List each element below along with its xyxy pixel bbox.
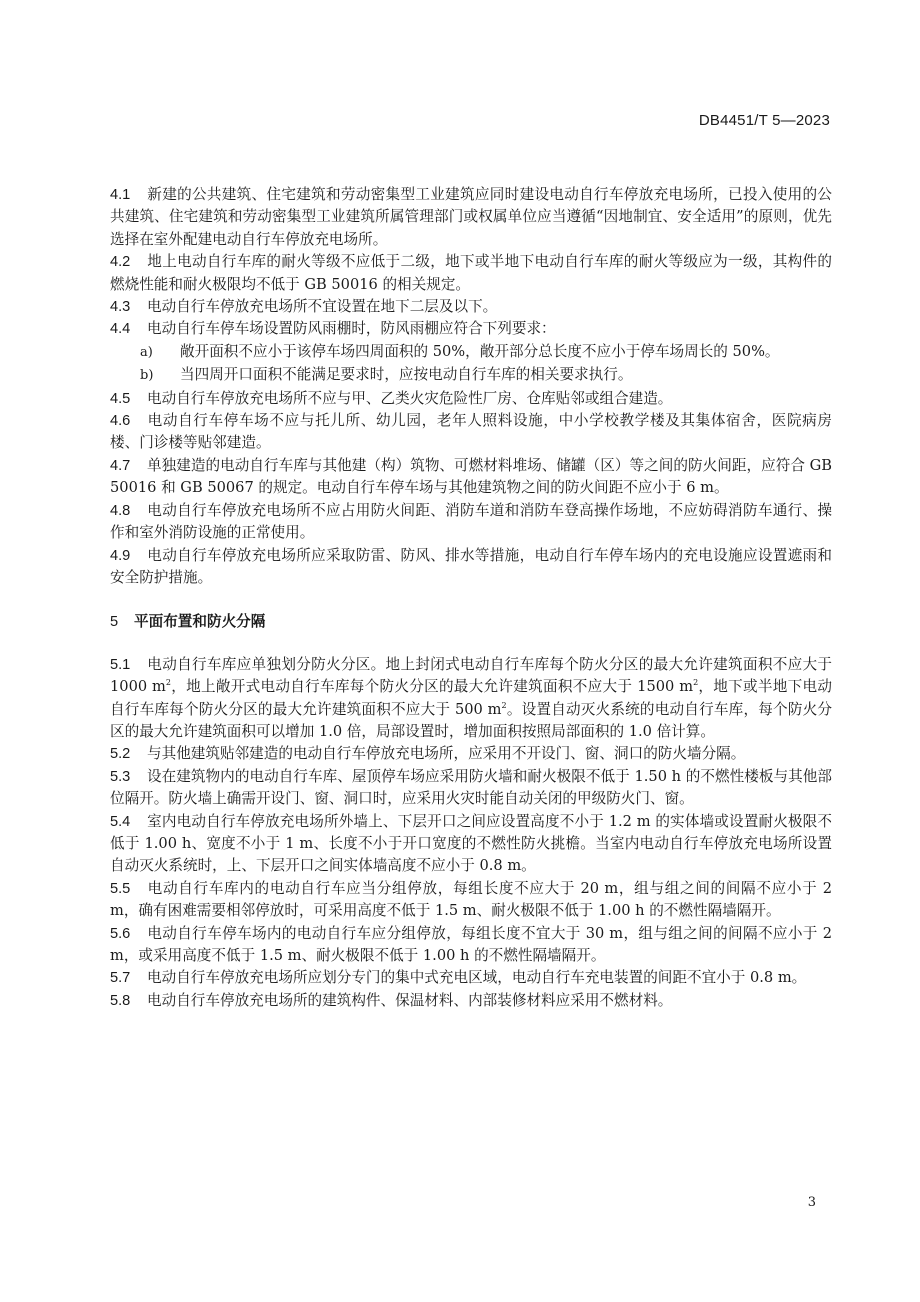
clause-5-5 — [110, 878, 832, 923]
clause-number: 4.6 — [110, 413, 131, 430]
clause-text: 电动自行车停放充电场所的建筑构件、保温材料、内部装修材料应采用不燃材料。 — [147, 991, 673, 1009]
clause-text: 与其他建筑贴邻建造的电动自行车停放充电场所，应采用不开设门、窗、洞口的防火墙分隔。 — [147, 745, 746, 763]
clause-5-7 — [110, 967, 832, 989]
clause-4-4-item-b — [110, 364, 832, 387]
item-label: b) — [140, 368, 154, 384]
clause-4-8 — [110, 500, 832, 545]
document-code: DB4451/T 5—2023 — [698, 112, 830, 129]
clause-number: 4.4 — [110, 321, 131, 338]
clause-text: 电动自行车停车场不应与托儿所、幼儿园，老年人照料设施，中小学校教学楼及其集体宿舍，医院病房楼、门诊楼等贴邻建造。 — [110, 412, 832, 452]
item-text: 敞开面积不应小于该停车场四周面积的 50%，敞开部分总长度不应小于停车场周长的 50%。 — [180, 342, 780, 360]
clause-text: 电动自行车停放充电场所不应与甲、乙类火灾危险性厂房、仓库贴邻或组合建造。 — [147, 389, 673, 407]
clause-4-4-item-a — [110, 341, 832, 364]
clause-text: 电动自行车停放充电场所应采取防雷、防风、排水等措施，电动自行车停车场内的充电设施应设置遮雨和安全防护措施。 — [110, 546, 832, 586]
clause-number: 4.2 — [110, 254, 131, 271]
superscript-2: 2 — [693, 678, 699, 688]
clause-number: 4.1 — [110, 187, 131, 203]
clause-4-4 — [110, 318, 832, 340]
clause-text: 新建的公共建筑、住宅建筑和劳动密集型工业建筑应同时建设电动自行车停放充电场所，已投入使用的公共建筑、住宅建筑和劳动密集型工业建筑所属管理部门或权属单位应当遵循“因地制宜、安全适用”的原则，优先选择在室外配建电动自行车停放充电场所。 — [110, 186, 832, 248]
clause-number: 5.4 — [110, 813, 131, 830]
clause-number: 4.9 — [110, 547, 131, 564]
clause-number: 5.1 — [110, 656, 131, 673]
clause-text-part2: ，地上敞开式电动自行车库每个防火分区的最大允许建筑面积不应大于 1500 m — [171, 678, 694, 696]
clause-number: 5.6 — [110, 925, 131, 942]
item-text: 当四周开口面积不能满足要求时，应按电动自行车库的相关要求执行。 — [180, 366, 633, 384]
clause-5-2 — [110, 743, 832, 765]
superscript-2: 2 — [165, 678, 171, 688]
clause-text: 地上电动自行车库的耐火等级不应低于二级，地下或半地下电动自行车库的耐火等级应为一级，其构件的燃烧性能和耐火极限均不低于 GB 50016 的相关规定。 — [110, 253, 832, 293]
clause-number: 4.7 — [110, 457, 131, 474]
clause-number: 5.7 — [110, 970, 131, 987]
body-text — [110, 184, 832, 1012]
superscript-2: 2 — [501, 700, 507, 710]
clause-5-3 — [110, 766, 832, 811]
clause-text: 单独建造的电动自行车库与其他建（构）筑物、可燃材料堆场、储罐（区）等之间的防火间距，应符合 GB 50016 和 GB 50067 的规定。电动自行车停车场与其他建筑物之间的防火间距不应小于 6 m。 — [110, 456, 832, 497]
clause-number: 4.5 — [110, 390, 131, 407]
section-heading-5 — [110, 611, 832, 633]
clause-number: 4.8 — [110, 502, 131, 519]
clause-text: 室内电动自行车停放充电场所外墙上、下层开口之间应设置高度不小于 1.2 m 的实体墙或设置耐火极限不低于 1.00 h、宽度不小于 1 m、长度不小于开口宽度的不燃性防火挑檐。当室内电动自行车停放充电场所设置自动灭火系统时，上、下层开口之间实体墙高度不应小于 0.8 m。 — [110, 812, 832, 875]
clause-number: 5.5 — [110, 880, 131, 897]
clause-text: 电动自行车停放充电场所不宜设置在地下二层及以下。 — [147, 298, 498, 316]
clause-text: 电动自行车停放充电场所应划分专门的集中式充电区域，电动自行车充电装置的间距不宜小于 0.8 m。 — [147, 969, 807, 987]
clause-number: 5.2 — [110, 746, 131, 763]
clause-text-part3: ，地下或半地下电动自行车库每个防火分区的最大允许建筑面积不应大于 500 m — [110, 678, 832, 718]
clause-text: 设在建筑物内的电动自行车库、屋顶停车场应采用防火墙和耐火极限不低于 1.50 h 的不燃性楼板与其他部位隔开。防火墙上确需开设门、窗、洞口时，应采用火灾时能自动关闭的甲级防火门、窗。 — [110, 767, 832, 808]
clause-5-4 — [110, 811, 832, 878]
clause-number: 4.3 — [110, 299, 131, 316]
clause-text: 电动自行车库内的电动自行车应当分组停放，每组长度不应大于 20 m，组与组之间的间隔不应小于 2 m，确有困难需要相邻停放时，可采用高度不低于 1.5 m、耐火极限不低于 1.00 h 的不燃性隔墙隔开。 — [110, 879, 832, 920]
clause-4-3 — [110, 296, 832, 318]
clause-4-1 — [110, 184, 832, 251]
clause-number: 5.3 — [110, 768, 131, 785]
clause-text: 电动自行车停放充电场所不应占用防火间距、消防车道和消防车登高操作场地，不应妨碍消防车通行、操作和室外消防设施的正常使用。 — [110, 501, 832, 542]
clause-4-9 — [110, 545, 832, 590]
clause-text-part4: 。设置自动灭火系统的电动自行车库，每个防火分区的最大允许建筑面积可以增加 1.0 倍，局部设置时，增加面积按照局部面积的 1.0 倍计算。 — [110, 700, 832, 740]
clause-5-8 — [110, 990, 832, 1012]
clause-4-2 — [110, 251, 832, 296]
clause-5-1 — [110, 654, 832, 744]
clause-4-7 — [110, 455, 832, 500]
page-number: 3 — [807, 1195, 816, 1210]
section-number: 5 — [110, 614, 119, 631]
clause-text: 电动自行车停车场内的电动自行车应分组停放，每组长度不宜大于 30 m，组与组之间的间隔不应小于 2 m，或采用高度不低于 1.5 m、耐火极限不低于 1.00 h 的不燃性隔墙隔开。 — [110, 924, 832, 964]
clause-4-6 — [110, 410, 832, 455]
clause-text-part1: 电动自行车库应单独划分防火分区。地上封闭式电动自行车库每个防火分区的最大允许建筑面积不应大于 1000 m — [110, 655, 832, 696]
clause-text: 电动自行车停车场设置防风雨棚时，防风雨棚应符合下列要求： — [147, 320, 556, 338]
clause-4-5 — [110, 388, 832, 410]
clause-5-6 — [110, 923, 832, 968]
section-title: 平面布置和防火分隔 — [134, 614, 266, 631]
clause-number: 5.8 — [110, 992, 131, 1009]
item-label: a) — [140, 344, 153, 360]
